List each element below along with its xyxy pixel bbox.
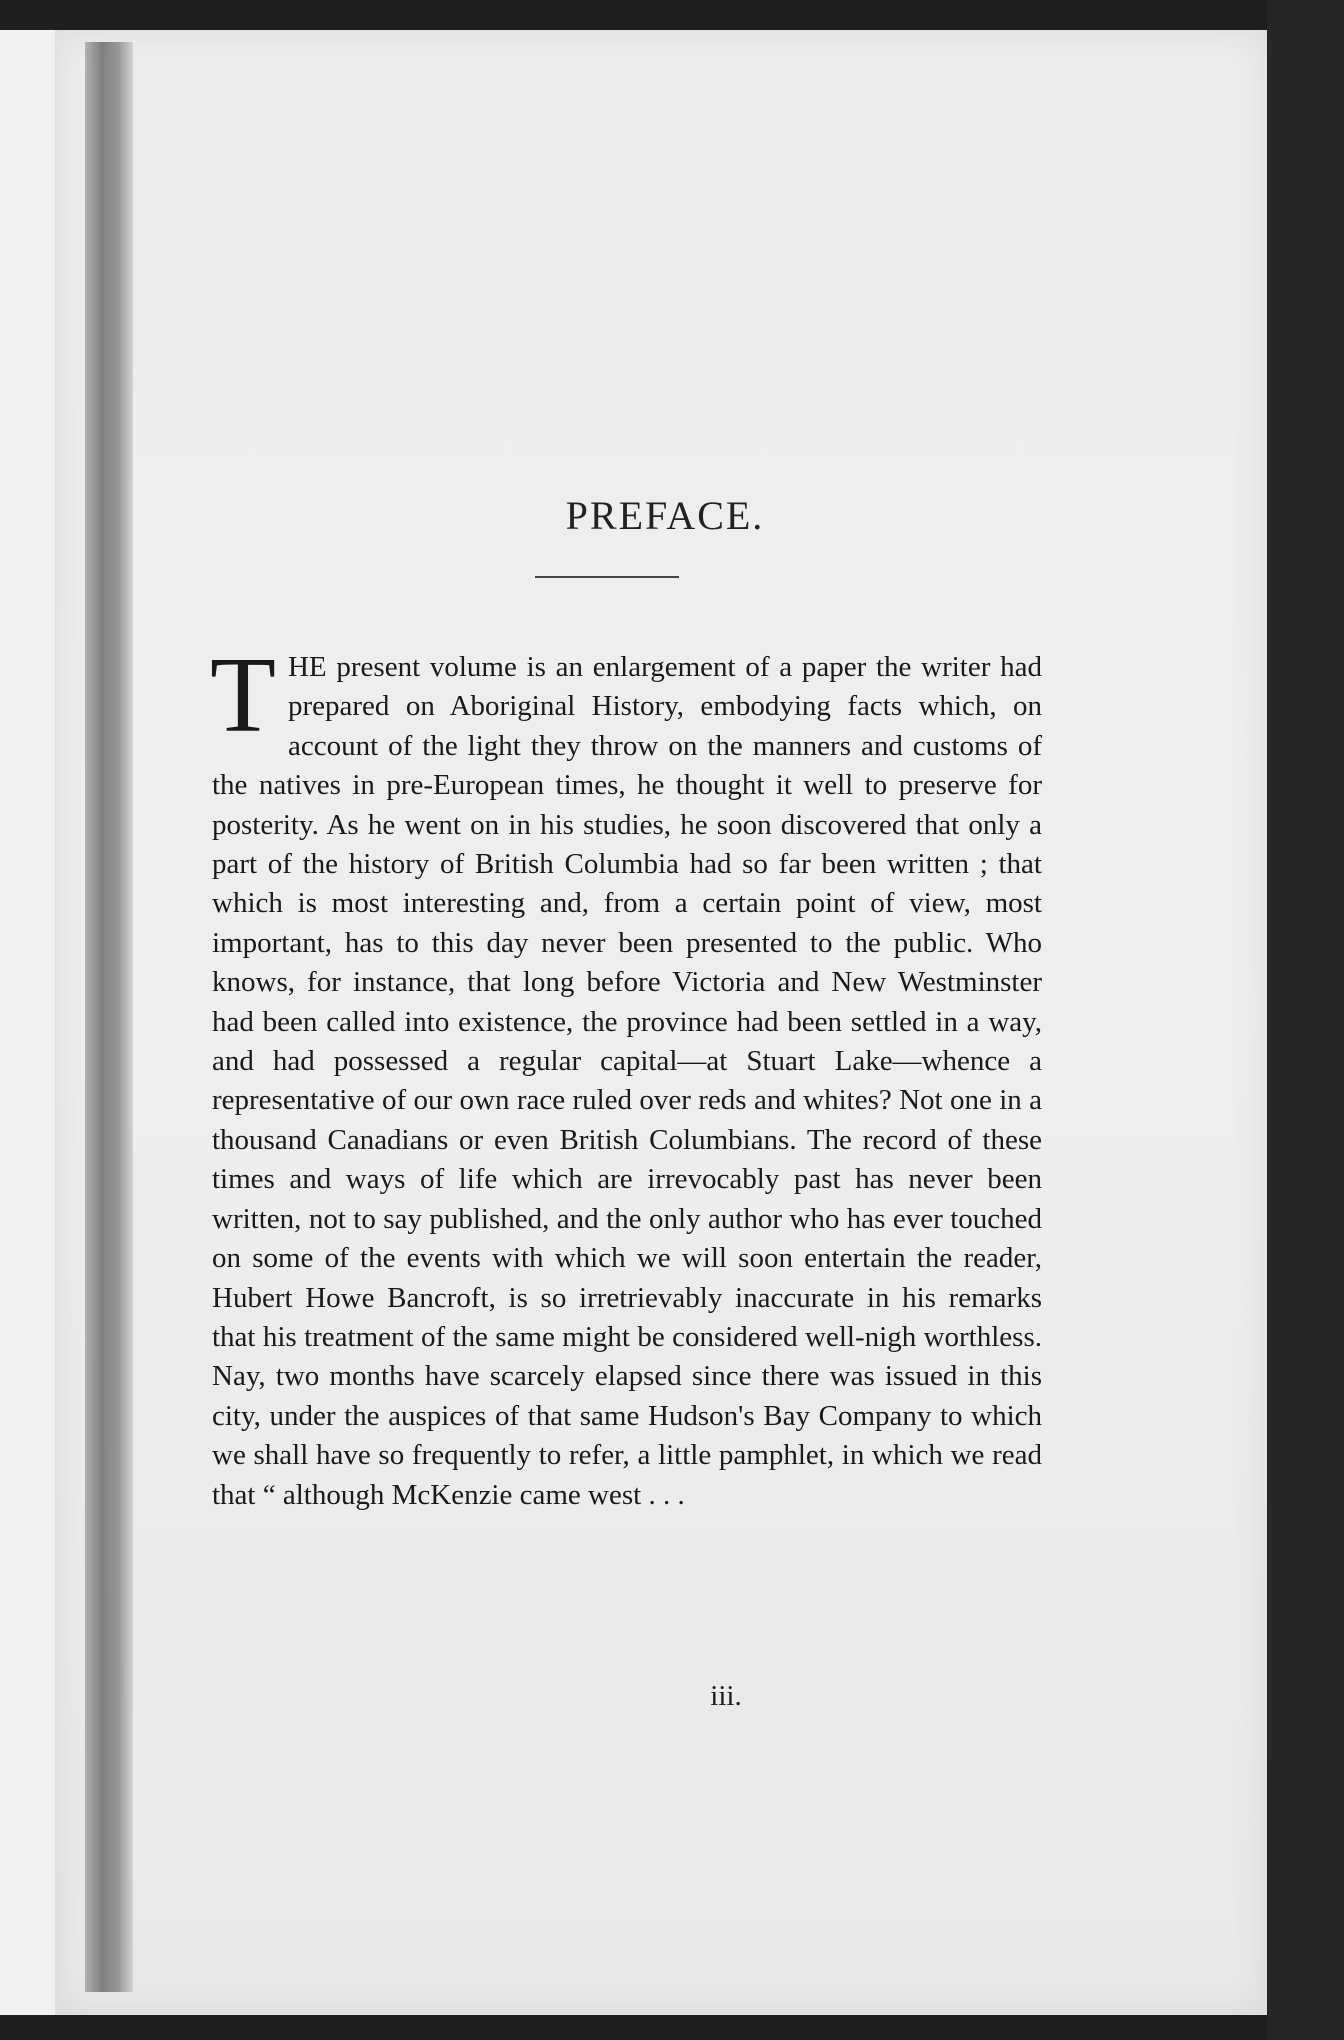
facing-page-edge	[0, 30, 55, 2015]
page-number: iii.	[710, 1680, 742, 1712]
book-page	[55, 30, 1267, 2015]
preface-body	[210, 636, 1042, 1515]
page-title: PREFACE.	[565, 493, 765, 538]
preface-paragraph: HE present volume is an enlargement of a paper the writer had prepared on Aboriginal History, embodying facts which, on account of the light they throw on the manners and customs of the natives in pre-European times, he thought it well to preserve for posterity. As he went on in his studies, he soon discovered that only a part of the history of British Columbia had so far been written ; that which is most interesting and, from a certain point of view, most important, has to this day never been presented to the public. Who knows, for instance, that long before Victoria and New Westminster had been called into existence, the province had been settled in a way, and had possessed a regular capital—at Stuart Lake—whence a representative of our own race ruled over reds and whites? Not one in a thousand Canadians or even British Columbians. The record of these times and ways of life which are irrevocably past has never been written, not to say published, and the only author who has ever touched on some of the events with which we will soon entertain the reader, Hubert Howe Bancroft, is so irretrievably inaccurate in his remarks that his treatment of the same might be considered well-nigh worthless. Nay, two months have scarcely elapsed since there was issued in this city, under the auspices of that same Hudson's Bay Company to which we shall have so frequently to refer, a little pamphlet, in which we read that “ although McKenzie came west . . .	[212, 651, 1042, 1511]
drop-cap: T	[210, 636, 276, 755]
right-border	[1267, 0, 1344, 2040]
title-rule	[535, 576, 679, 578]
